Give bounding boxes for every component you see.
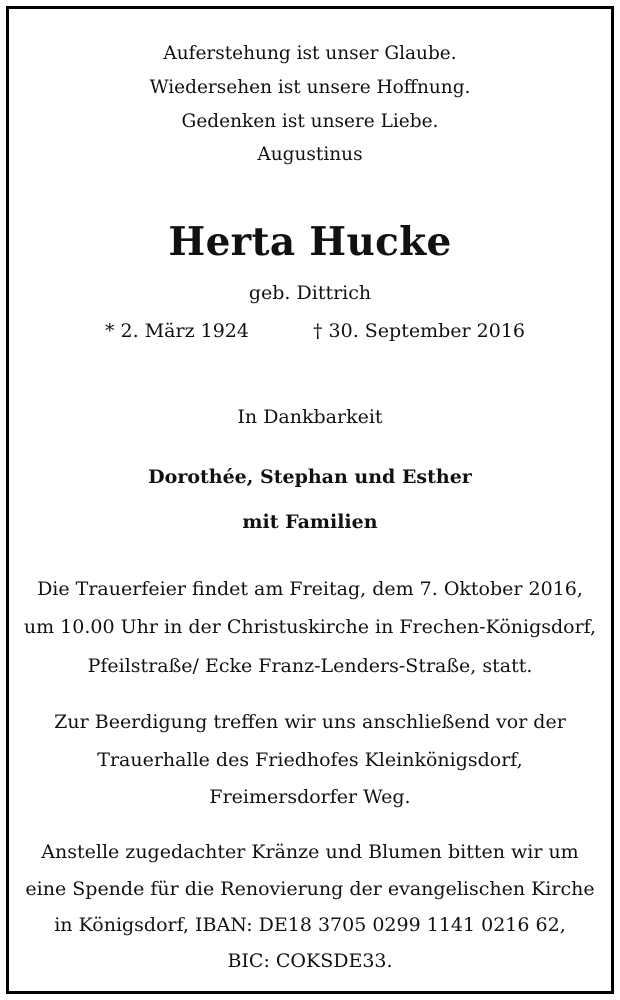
birth-date: * 2. März 1924 bbox=[105, 320, 249, 342]
burial-line-3: Freimersdorfer Weg. bbox=[209, 786, 411, 808]
donation-line-3: in Königsdorf, IBAN: DE18 3705 0299 1141 0216 62, bbox=[54, 914, 566, 936]
burial-line-2: Trauerhalle des Friedhofes Kleinkönigsdorf, bbox=[97, 749, 523, 771]
mourners-line-1: Dorothée, Stephan und Esther bbox=[148, 466, 472, 488]
mourners-line-2: mit Familien bbox=[242, 511, 378, 533]
motto-line-3: Gedenken ist unsere Liebe. bbox=[181, 111, 439, 132]
gratitude-line: In Dankbarkeit bbox=[237, 406, 383, 428]
motto-line-1: Auferstehung ist unser Glaube. bbox=[163, 43, 457, 64]
funeral-service-line-1: Die Trauerfeier findet am Freitag, dem 7. Oktober 2016, bbox=[37, 578, 583, 600]
death-date: † 30. September 2016 bbox=[313, 320, 525, 342]
maiden-name: geb. Dittrich bbox=[248, 282, 372, 304]
donation-line-2: eine Spende für die Renovierung der evangelischen Kirche bbox=[25, 878, 595, 900]
motto-line-2: Wiedersehen ist unsere Hoffnung. bbox=[149, 77, 471, 98]
donation-line-4: BIC: COKSDE33. bbox=[227, 950, 393, 972]
funeral-service-line-3: Pfeilstraße/ Ecke Franz-Lenders-Straße, statt. bbox=[87, 655, 533, 677]
obituary-notice bbox=[6, 6, 614, 994]
funeral-service-line-2: um 10.00 Uhr in der Christuskirche in Frechen-Königsdorf, bbox=[23, 616, 597, 638]
burial-line-1: Zur Beerdigung treffen wir uns anschließend vor der bbox=[54, 711, 566, 733]
deceased-name: Herta Hucke bbox=[168, 219, 452, 265]
donation-line-1: Anstelle zugedachter Kränze und Blumen bitten wir um bbox=[41, 841, 579, 863]
motto-author: Augustinus bbox=[257, 144, 363, 165]
